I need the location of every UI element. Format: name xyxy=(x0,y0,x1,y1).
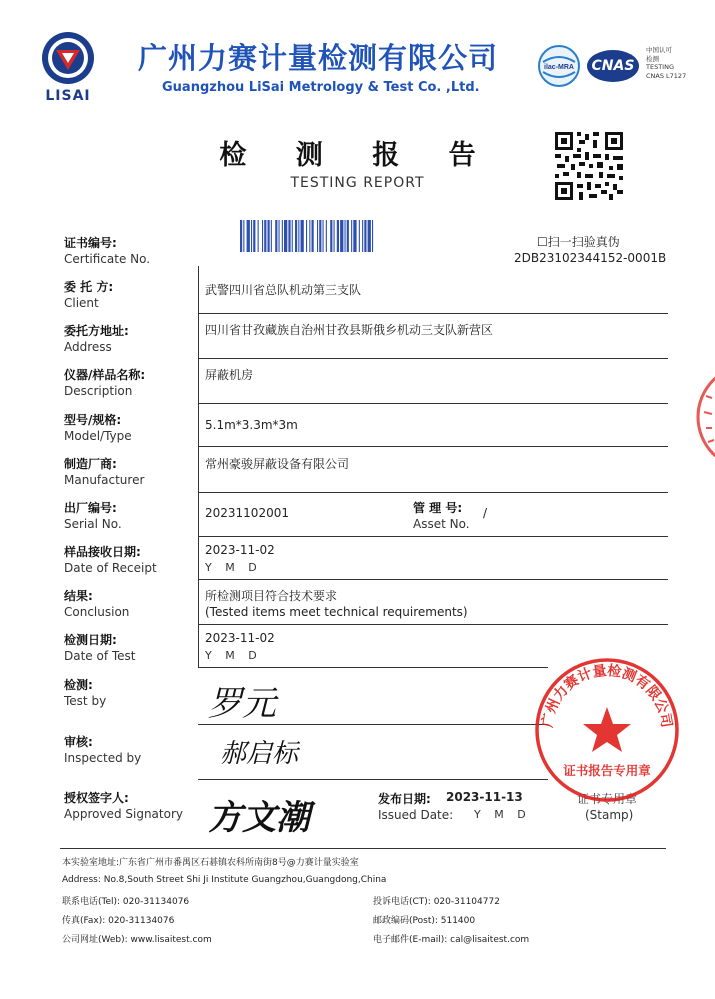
footer-complaint-tel: 投诉电话(CT): 020-31104772 xyxy=(373,897,500,907)
test-date-value: 2023-11-02 xyxy=(205,631,275,645)
inspected-by-label-cn: 审核: xyxy=(64,735,93,749)
test-date-ymd: Y M D xyxy=(205,649,257,662)
footer-tel: 联系电话(Tel): 020-31134076 xyxy=(62,897,190,907)
client-label-en: Client xyxy=(64,296,99,310)
asset-label-en: Asset No. xyxy=(413,517,470,531)
test-date-underline xyxy=(198,667,548,668)
footer-web[interactable]: 公司网址(Web): www.lisaitest.com xyxy=(62,935,212,945)
manufacturer-label-en: Manufacturer xyxy=(64,473,145,487)
stamp-purpose-text: 证书报告专用章 xyxy=(563,763,651,778)
official-red-stamp xyxy=(532,655,682,805)
company-name-cn: 广州力赛计量检测有限公司 xyxy=(138,41,499,75)
test-date-label-en: Date of Test xyxy=(64,649,136,663)
client-value: 武警四川省总队机动第三支队 xyxy=(205,283,362,297)
test-by-label-cn: 检测: xyxy=(64,678,93,692)
report-subtitle: TESTING REPORT xyxy=(290,175,425,191)
report-title: 检 测 报 告 xyxy=(219,140,496,171)
client-label-cn: 委 托 方: xyxy=(64,280,114,294)
certificate-code: 2DB23102344152-0001B xyxy=(514,251,667,265)
conclusion-label-cn: 结果: xyxy=(64,589,93,603)
description-label-en: Description xyxy=(64,384,133,398)
approved-signature: 方文潮 xyxy=(208,798,310,838)
receipt-ymd: Y M D xyxy=(205,561,257,574)
model-label-en: Model/Type xyxy=(64,429,132,443)
footer-fax: 传真(Fax): 020-31134076 xyxy=(62,916,175,926)
address-underline xyxy=(198,358,668,359)
certificate-barcode xyxy=(240,220,460,252)
conclusion-label-en: Conclusion xyxy=(64,605,130,619)
edge-stamp-fragment xyxy=(690,362,715,472)
manufacturer-underline xyxy=(198,492,668,493)
asset-value: / xyxy=(483,506,488,520)
ilac-mra-logo xyxy=(537,44,581,88)
receipt-value: 2023-11-02 xyxy=(205,543,275,557)
test-by-underline xyxy=(198,724,548,725)
form-vertical-rule xyxy=(198,266,199,667)
address-label-cn: 委托方地址: xyxy=(64,324,129,338)
certificate-label-cn: 证书编号: xyxy=(64,236,117,250)
stamp-label-cn: 证书专用章 xyxy=(577,792,638,806)
footer-email[interactable]: 电子邮件(E-mail): cal@lisaitest.com xyxy=(373,935,530,945)
footer-post: 邮政编码(Post): 511400 xyxy=(373,916,476,926)
model-value: 5.1m*3.3m*3m xyxy=(205,418,298,432)
issued-date-label-cn: 发布日期: xyxy=(378,792,431,806)
footer-address-en: Address: No.8,South Street Shi Ji Institute Guangzhou,Guangdong,China xyxy=(62,875,387,885)
company-name-en: Guangzhou LiSai Metrology & Test Co. ,Ltd. xyxy=(162,80,480,95)
company-logo xyxy=(40,30,96,86)
logo-text: LISAI xyxy=(45,88,91,104)
inspected-by-underline xyxy=(198,779,548,780)
approved-label-en: Approved Signatory xyxy=(64,807,183,821)
verify-authenticity-text: ☐扫一扫验真伪 xyxy=(537,235,620,249)
model-label-cn: 型号/规格: xyxy=(64,413,122,427)
conclusion-underline xyxy=(198,624,668,625)
asset-label-cn: 管 理 号: xyxy=(413,501,463,515)
certificate-label-en: Certificate No. xyxy=(64,252,151,266)
address-label-en: Address xyxy=(64,340,112,354)
test-date-label-cn: 检测日期: xyxy=(64,633,117,647)
inspected-by-label-en: Inspected by xyxy=(64,751,142,765)
receipt-label-en: Date of Receipt xyxy=(64,561,157,575)
receipt-label-cn: 样品接收日期: xyxy=(64,545,141,559)
description-underline xyxy=(198,403,668,404)
conclusion-value-cn: 所检测项目符合技术要求 xyxy=(205,589,338,603)
model-underline xyxy=(198,446,668,447)
issued-date-value: 2023-11-13 xyxy=(446,790,523,804)
conclusion-value-en: (Tested items meet technical requirements) xyxy=(205,605,468,619)
serial-label-cn: 出厂编号: xyxy=(64,501,117,515)
serial-value: 20231102001 xyxy=(205,506,289,520)
test-by-signature: 罗元 xyxy=(208,684,276,724)
address-value: 四川省甘孜藏族自治州甘孜县斯俄乡机动三支队新营区 xyxy=(205,323,494,337)
footer-divider xyxy=(60,848,666,849)
serial-label-en: Serial No. xyxy=(64,517,122,531)
issued-date-ymd: Y M D xyxy=(474,808,526,821)
receipt-underline xyxy=(198,579,668,580)
description-value: 屏蔽机房 xyxy=(205,368,254,382)
ilac-mra-label: ilac-MRA xyxy=(544,64,574,71)
stamp-label-en: (Stamp) xyxy=(585,808,634,822)
manufacturer-value: 常州豪骏屏蔽设备有限公司 xyxy=(205,457,350,471)
manufacturer-label-cn: 制造厂商: xyxy=(64,457,117,471)
cnas-logo: CNAS xyxy=(587,50,639,82)
footer-address-cn: 本实验室地址:广东省广州市番禺区石碁镇农科所南街8号@力赛计量实验室 xyxy=(62,858,359,868)
description-label-cn: 仪器/样品名称: xyxy=(64,368,146,382)
inspected-by-signature: 郝启标 xyxy=(220,739,299,769)
verification-qr-code[interactable] xyxy=(553,130,625,202)
client-underline xyxy=(198,313,668,314)
stamp-company-text: 广州力赛计量检测有限公司 xyxy=(539,662,675,729)
approved-label-cn: 授权签字人: xyxy=(64,791,129,805)
serial-underline xyxy=(198,536,668,537)
issued-date-label-en: Issued Date: xyxy=(378,808,454,822)
test-by-label-en: Test by xyxy=(64,694,107,708)
cnas-side-text: 中国认可 检测 TESTING CNAS L7127 xyxy=(646,46,687,80)
